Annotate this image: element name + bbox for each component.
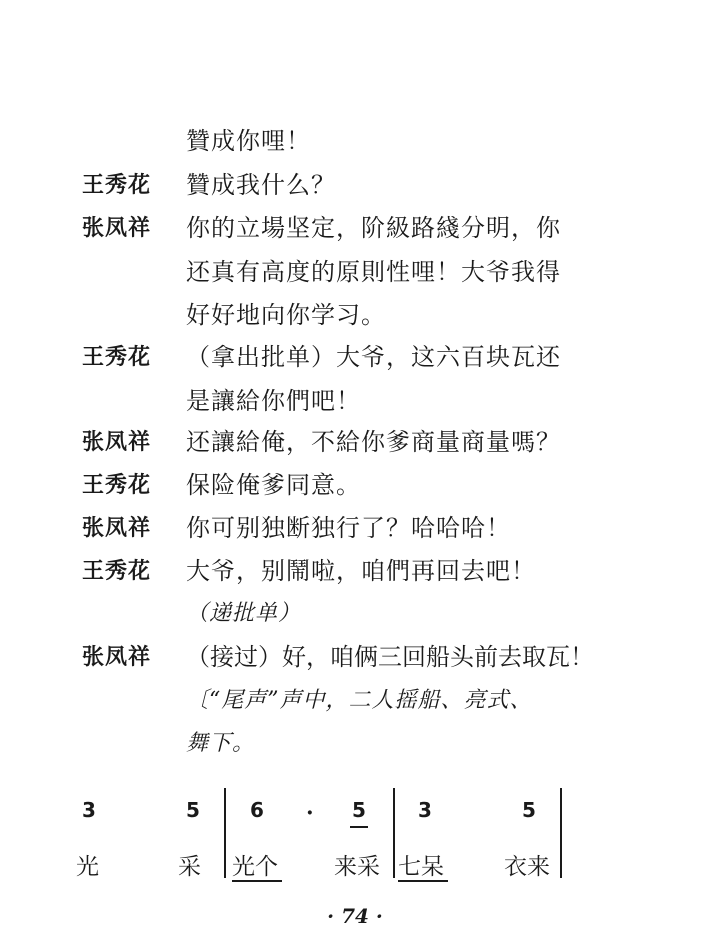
syllable: 衣来 (504, 854, 550, 880)
speaker-name: 张凤祥 (82, 216, 152, 241)
speaker-name: 王秀花 (82, 173, 152, 198)
syllable: 来采 (334, 854, 380, 880)
dialogue-line: （拿出批单）大爷，这六百块瓦还 (186, 343, 561, 371)
syllable: 光个 (232, 854, 278, 880)
syllable-underline (398, 880, 448, 882)
syllable-underline (232, 880, 282, 882)
speaker-name: 张凤祥 (82, 516, 152, 541)
syllable: 七呆 (398, 854, 444, 880)
dialogue-line: 还真有高度的原則性哩！大爷我得 (186, 258, 561, 286)
note: 5 (352, 798, 366, 822)
bar-line (224, 788, 226, 878)
dialogue-line: 你可别独断独行了？哈哈哈！ (186, 514, 511, 542)
note: 3 (418, 798, 432, 822)
dialogue-line: 好好地向你学习。 (186, 301, 386, 329)
speaker-name: 张凤祥 (82, 645, 152, 670)
dialogue-line: 大爷，别鬧啦，咱們再回去吧！ (186, 557, 536, 585)
syllable: 光 (76, 854, 99, 880)
percussion-notation (0, 784, 710, 894)
dialogue-line: 贊成你哩！ (186, 127, 311, 155)
dialogue-line: 贊成我什么？ (186, 171, 336, 199)
speaker-name: 王秀花 (82, 473, 152, 498)
dot: · (306, 800, 314, 826)
dialogue-line: 你的立場坚定，阶級路綫分明，你 (186, 214, 561, 242)
speaker-name: 王秀花 (82, 345, 152, 370)
dialogue-line: 还讓給俺，不給你爹商量商量嗎？ (186, 428, 561, 456)
note: 3 (82, 798, 96, 822)
note-underline (350, 826, 368, 828)
bar-line (560, 788, 562, 878)
note: 6 (250, 798, 264, 822)
dialogue-line: （接过）好，咱俩三回船头前去取瓦！ (186, 643, 594, 671)
speaker-name: 王秀花 (82, 559, 152, 584)
stage-direction: 舞下。 (186, 731, 256, 756)
speaker-name: 张凤祥 (82, 430, 152, 455)
syllable: 采 (178, 854, 201, 880)
bar-line (393, 788, 395, 878)
note: 5 (186, 798, 200, 822)
stage-direction: （递批单） (186, 601, 302, 626)
note: 5 (522, 798, 536, 822)
dialogue-line: 是讓給你們吧！ (186, 387, 361, 415)
stage-direction: 〔“尾声”声中，二人摇船、亮式、 (186, 688, 533, 713)
dialogue-line: 保险俺爹同意。 (186, 471, 361, 499)
page-number: · 74 · (327, 904, 383, 928)
